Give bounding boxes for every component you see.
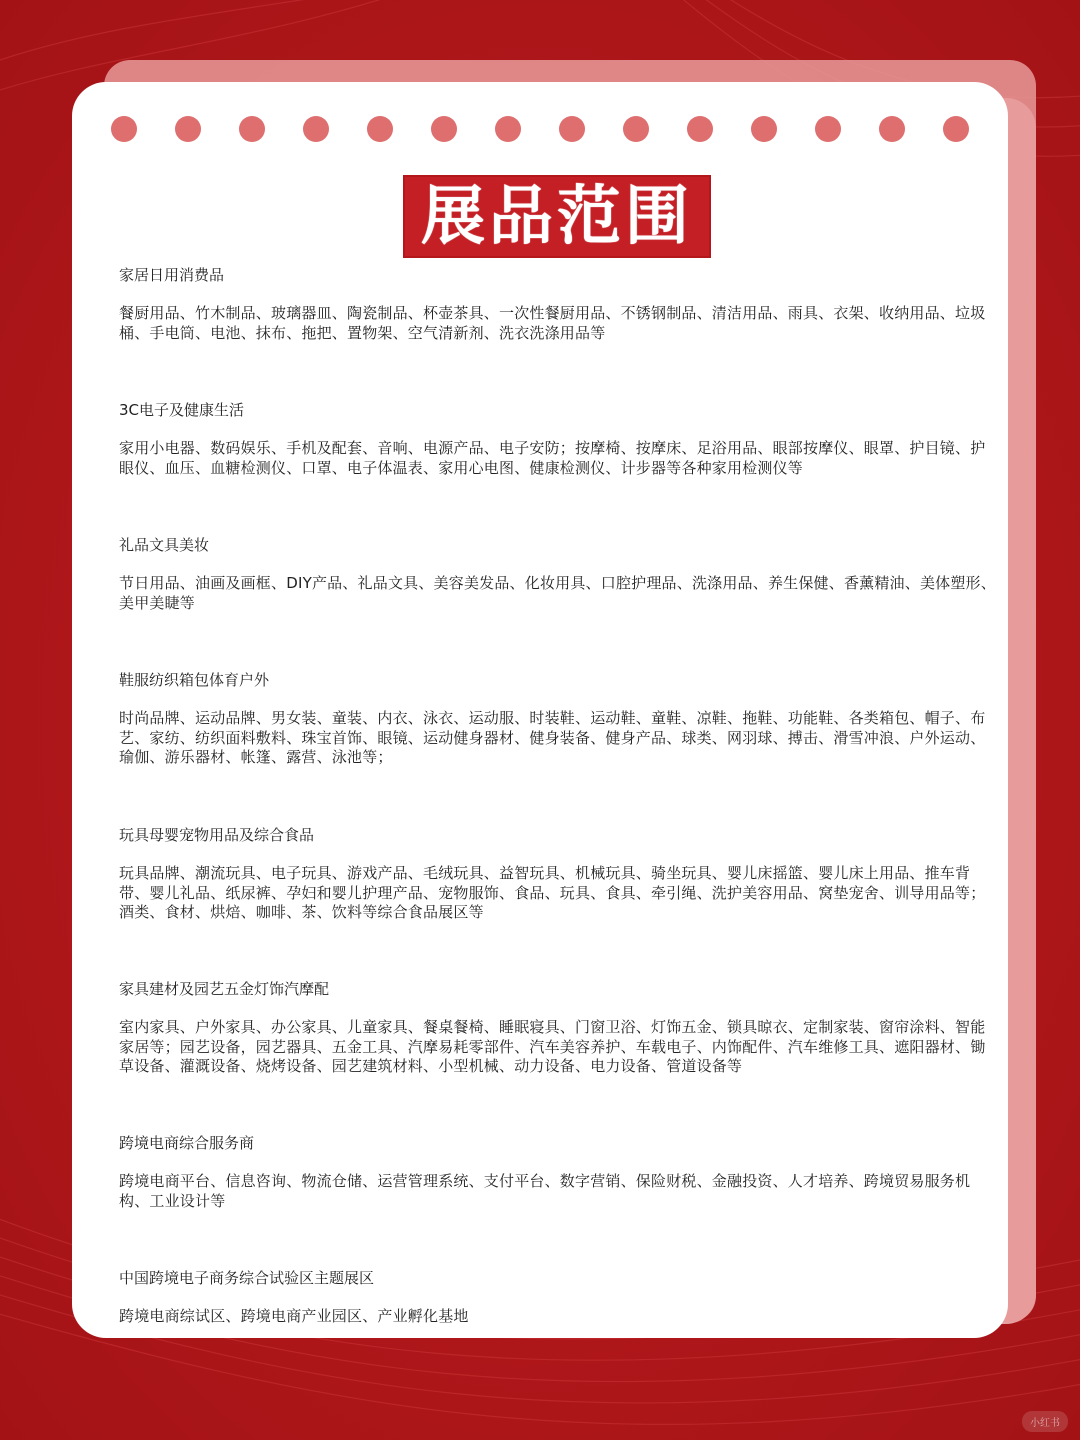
binder-dot [367, 116, 393, 142]
section-body: 玩具品牌、潮流玩具、电子玩具、游戏产品、毛绒玩具、益智玩具、机械玩具、骑坐玩具、婴儿床摇篮、婴儿床上用品、推车背带、婴儿礼品、纸尿裤、孕妇和婴儿护理产品、宠物服饰、食品、玩具、食具、牵引绳、洗护美容用品、窝垫宠舍、训导用品等；酒类、食材、烘焙、咖啡、茶、饮料等综合食品展区等 [119, 864, 986, 921]
section-body: 家用小电器、数码娱乐、手机及配套、音响、电源产品、电子安防；按摩椅、按摩床、足浴用品、眼部按摩仪、眼罩、护目镜、护眼仪、血压、血糖检测仪、口罩、电子体温表、家用心电图、健康检测仪、计步器等各种家用检测仪等 [119, 439, 986, 477]
watermark-logo: 小红书 [1022, 1411, 1068, 1432]
page-title: 展品范围 [421, 179, 693, 254]
section-heading: 玩具母婴宠物用品及综合食品 [119, 826, 315, 844]
section-heading: 中国跨境电子商务综合试验区主题展区 [119, 1269, 375, 1287]
binder-dot [431, 116, 457, 142]
binder-dot [175, 116, 201, 142]
binder-dot [815, 116, 841, 142]
section-body: 室内家具、户外家具、办公家具、儿童家具、餐桌餐椅、睡眠寝具、门窗卫浴、灯饰五金、锁具晾衣、定制家装、窗帘涂料、智能家居等；园艺设备，园艺器具、五金工具、汽摩易耗零部件、汽车美容养护、车载电子、内饰配件、汽车维修工具、遮阳器材、锄草设备、灌溉设备、烧烤设备、园艺建筑材料、小型机械、动力设备、电力设备、管道设备等 [119, 1018, 986, 1075]
section-heading: 跨境电商综合服务商 [119, 1134, 255, 1152]
section-heading: 家居日用消费品 [119, 266, 225, 284]
section-ecommerce-services [119, 1133, 999, 1211]
section-body: 餐厨用品、竹木制品、玻璃器皿、陶瓷制品、杯壶茶具、一次性餐厨用品、不锈钢制品、清洁用品、雨具、衣架、收纳用品、垃圾桶、手电筒、电池、抹布、拖把、置物架、空气清新剂、洗衣洗涤用品等 [119, 304, 986, 342]
section-furniture-auto [119, 979, 999, 1077]
page-title-box [403, 175, 711, 258]
section-gifts-beauty [119, 535, 999, 613]
section-toys-baby-food [119, 825, 999, 923]
binder-dot [623, 116, 649, 142]
section-body: 跨境电商平台、信息咨询、物流仓储、运营管理系统、支付平台、数字营销、保险财税、金融投资、人才培养、跨境贸易服务机构、工业设计等 [119, 1172, 971, 1210]
section-apparel-outdoor [119, 670, 999, 768]
binder-dot [559, 116, 585, 142]
binder-dot [751, 116, 777, 142]
binder-dot [879, 116, 905, 142]
section-body: 跨境电商综试区、跨境电商产业园区、产业孵化基地 [119, 1307, 469, 1325]
section-body: 时尚品牌、运动品牌、男女装、童装、内衣、泳衣、运动服、时装鞋、运动鞋、童鞋、凉鞋、拖鞋、功能鞋、各类箱包、帽子、布艺、家纺、纺织面料敷料、珠宝首饰、眼镜、运动健身器材、健身装备、健身产品、球类、网羽球、搏击、滑雪冲浪、户外运动、瑜伽、游乐器材、帐篷、露营、泳池等； [119, 709, 986, 766]
section-heading: 3C电子及健康生活 [119, 401, 245, 419]
section-3c-health [119, 400, 999, 478]
binder-dot [495, 116, 521, 142]
section-heading: 家具建材及园艺五金灯饰汽摩配 [119, 980, 330, 998]
binder-dots [98, 103, 988, 153]
section-heading: 礼品文具美妆 [119, 536, 210, 554]
section-pilot-zone [119, 1268, 999, 1327]
binder-dot [943, 116, 969, 142]
binder-dot [239, 116, 265, 142]
binder-dot [111, 116, 137, 142]
section-household [119, 265, 999, 343]
section-body: 节日用品、油画及画框、DIY产品、礼品文具、美容美发品、化妆用具、口腔护理品、洗涤用品、养生保健、香薰精油、美体塑形、美甲美睫等 [119, 574, 996, 612]
section-heading: 鞋服纺织箱包体育户外 [119, 671, 270, 689]
binder-dot [687, 116, 713, 142]
binder-dot [303, 116, 329, 142]
